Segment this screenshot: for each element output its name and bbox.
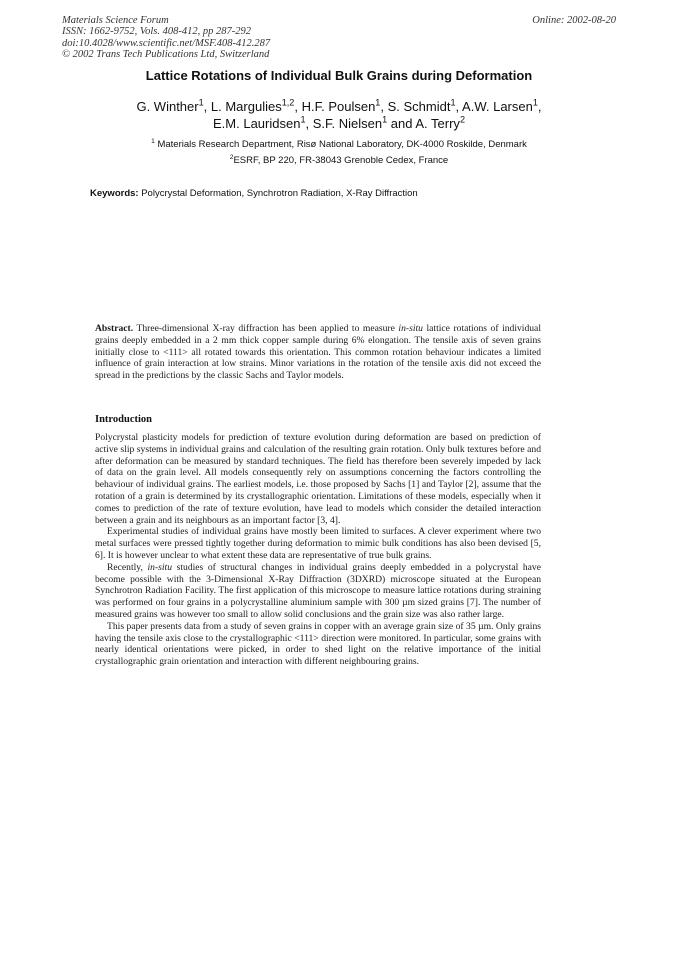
paragraph-text: studies of structural changes in individual grains deeply embedded in a polycrystal have become possible with the 3-Dimensional X-Ray Diffraction (3DXRD) microscope situated at the European Synchrotron Radiation Facility. The first application of this microscope to measure lattice rotations during straining was performed on four grains in a polycrystalline aluminium sample with 300 µm sized grains [7]. The number of measured grains was however too small to allow solid conclusions and the grain size was also rather large. [95, 561, 541, 620]
author-separator: , [380, 99, 388, 114]
abstract-label: Abstract. [95, 323, 134, 334]
affiliation-text: ESRF, BP 220, FR-38043 Grenoble Cedex, France [233, 155, 449, 166]
abstract-text: lattice rotations of individual grains deeply embedded in a 2 mm thick copper sample during 6% elongation. The tensile axis of seven grains initially close to <111> all rotated towards this orientation. This common rotation behaviour indicates a limited influence of grain interaction at low strains. Minor variations in the rotation of the tensile axis did not exceed the spread in the predictions by the classic Sachs and Taylor models. [95, 323, 541, 382]
author-list [0, 98, 678, 132]
author-name: S. Schmidt [387, 99, 451, 114]
affiliation-mark: 2 [229, 153, 234, 161]
affiliation-text: Materials Research Department, Risø National Laboratory, DK-4000 Roskilde, Denmark [157, 139, 527, 150]
author-affiliation-mark: 1 [450, 97, 456, 108]
paragraph: Polycrystal plasticity models for prediction of texture evolution during deformation are based on prediction of active slip systems in individual grains and calculation of the resulting grain rotation. Only bulk textures before and after deformation can be measured by standard techniques. The field has therefore been severely impeded by lack of data on the grain level. All models consequently rely on assumptions concerning the factors controlling the behaviour of individual grains. The earliest models, i.e. those proposed by Sachs [1] and Taylor [2], assume that the rotation of a grain is determined by its crystallographic orientation. Limitations of these models, especially when it comes to prediction of the rate of texture evolution, have lead to models which consider the detailed interaction between a grain and its neighbours as an important factor [3, 4]. [95, 432, 541, 526]
author-name: A. Terry [415, 116, 460, 131]
author-affiliation-mark: 1 [382, 114, 388, 125]
author-affiliation-mark: 2 [459, 114, 465, 125]
paper-title: Lattice Rotations of Individual Bulk Grains during Deformation [145, 68, 533, 83]
section-heading-introduction: Introduction [95, 414, 152, 425]
author-separator: and [387, 116, 416, 131]
author-name: E.M. Lauridsen [213, 116, 301, 131]
author-name: L. Margulies [210, 99, 282, 114]
author-affiliation-mark: 1 [198, 97, 204, 108]
online-date: Online: 2002-08-20 [532, 15, 616, 26]
abstract-text: Three-dimensional X-ray diffraction has been applied to measure [136, 323, 395, 334]
author-name: A.W. Larsen [462, 99, 533, 114]
affiliation-1 [0, 139, 678, 150]
author-separator: , [305, 116, 313, 131]
author-affiliation-mark: 1 [375, 97, 381, 108]
author-separator: , [203, 99, 211, 114]
affiliation-mark: 1 [151, 137, 155, 145]
issn-line: ISSN: 1662-9752, Vols. 408-412, pp 287-292 [62, 26, 251, 38]
paragraph [95, 562, 541, 621]
author-name: G. Winther [136, 99, 199, 114]
abstract-term: in-situ [398, 323, 423, 334]
paragraph: This paper presents data from a study of seven grains in copper with an average grain size of 35 µm. Only grains having the tensile axis close to the crystallographic <111> direction were monitored. In particular, some grains with nearly identical orientations were picked, in order to shed light on the relative importance of the initial crystallographic grain orientation and interaction with different neighbouring grains. [95, 620, 541, 668]
doi-line: doi:10.4028/www.scientific.net/MSF.408-412.287 [62, 37, 271, 49]
paragraph-term: in-situ [147, 561, 173, 573]
journal-name: Materials Science Forum [62, 15, 169, 26]
abstract [95, 323, 541, 382]
keywords-label: Keywords: [90, 188, 139, 199]
author-affiliation-mark: 1 [300, 114, 306, 125]
keywords [90, 188, 418, 199]
introduction-body [95, 432, 541, 668]
author-separator: , [455, 99, 463, 114]
keywords-text: Polycrystal Deformation, Synchrotron Radiation, X-Ray Diffraction [141, 188, 418, 199]
author-separator: , [537, 99, 542, 114]
author-name: S.F. Nielsen [312, 116, 383, 131]
author-separator: , [294, 99, 302, 114]
paragraph-text: Recently, [107, 561, 143, 573]
paragraph: Experimental studies of individual grains have mostly been limited to surfaces. A clever experiment where two metal surfaces were pressed tightly together during deformation to mimic bulk conditions has also been devised [5, 6]. It is however unclear to what extent these data are representative of true bulk grains. [95, 526, 541, 561]
author-line-2 [0, 115, 678, 132]
journal-header [62, 15, 270, 61]
copyright-line: © 2002 Trans Tech Publications Ltd, Switzerland [62, 49, 270, 61]
author-name: H.F. Poulsen [301, 99, 376, 114]
affiliation-2 [0, 155, 678, 166]
author-affiliation-mark: 1 [532, 97, 538, 108]
author-line-1 [0, 98, 678, 115]
author-affiliation-mark: 1,2 [281, 97, 295, 108]
